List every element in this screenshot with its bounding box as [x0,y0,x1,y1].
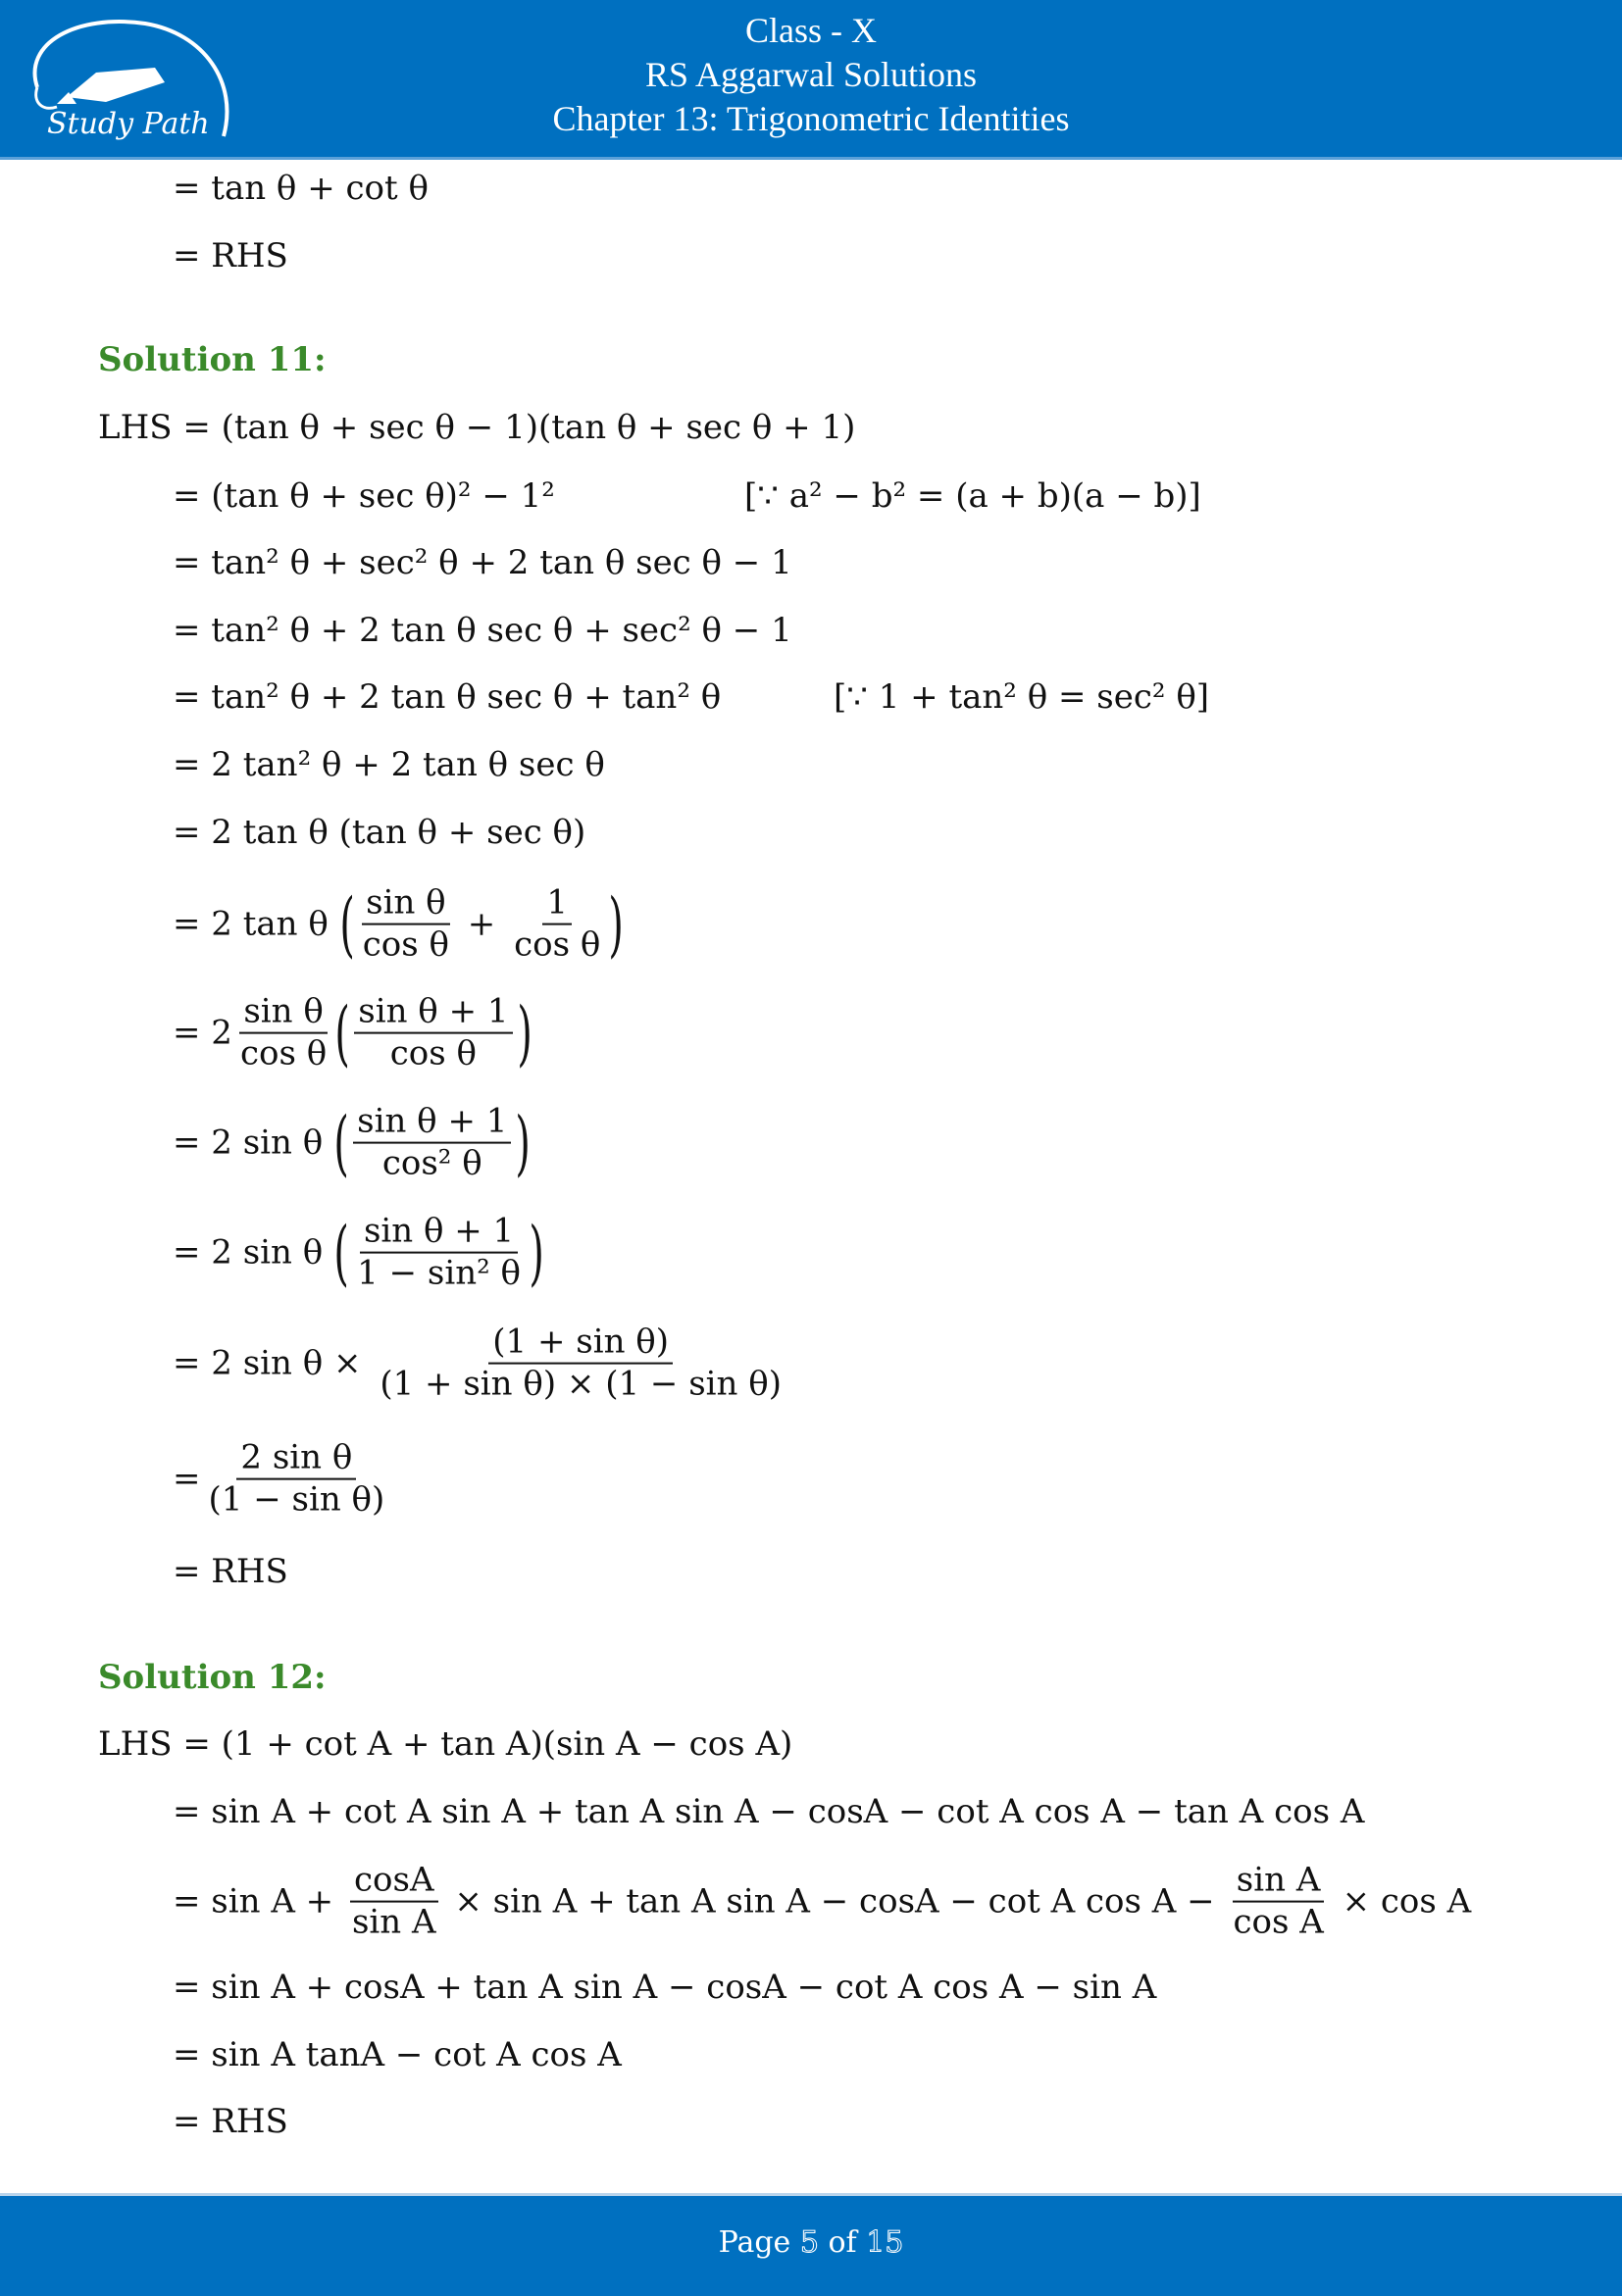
numerator: 1 [542,885,572,925]
math-line [173,745,605,784]
fraction [510,882,604,965]
math-line [173,611,792,650]
solution-11-heading: Solution 11: [98,340,327,379]
lhs-label: LHS [98,408,183,447]
hint-difference-of-squares: [∵ a² − b² = (a + b)(a − b)] [744,476,1201,516]
total-pages: 15 [866,2225,904,2260]
fraction [205,1437,389,1520]
math-line [173,476,555,516]
right-paren: ) [608,883,625,966]
page-label: Page [718,2225,800,2260]
denominator: cos θ [389,1034,478,1073]
study-path-logo [18,14,233,151]
math-line [173,1211,544,1294]
math-text: = 2 [173,1014,232,1053]
current-page: 5 [799,2225,819,2260]
numerator: sin θ + 1 [354,994,512,1034]
math-line [173,882,625,966]
numerator: 2 sin θ [236,1440,356,1480]
fraction [359,882,453,965]
fraction [353,1211,525,1293]
math-line [173,2035,622,2074]
solution-12-heading: Solution 12: [98,1658,327,1697]
math-line [98,1724,792,1764]
page-header [0,0,1622,160]
math-text: = (tan θ + sec θ)² − 1² [173,476,555,516]
logo-text: Study Path [47,107,210,141]
denominator: cos A [1233,1903,1324,1942]
numerator: (1 + sin θ) [488,1324,673,1365]
right-paren: ) [515,1102,532,1184]
denominator: (1 + sin θ) × (1 − sin θ) [380,1365,782,1404]
math-line [173,1437,392,1520]
math-text: = sin A + [173,1882,344,1922]
denominator: cos θ [514,925,601,965]
fraction [236,991,330,1073]
math-text: × sin A + tan A sin A − cosA − cot A cos A − [443,1882,1226,1922]
fraction [1229,1860,1327,1942]
denominator: cos² θ [381,1144,482,1183]
denominator: 1 − sin² θ [357,1254,522,1293]
denominator: cos θ [239,1034,328,1073]
denominator: sin A [351,1903,436,1942]
math-line [173,236,288,275]
numerator: cosA [350,1863,438,1903]
math-line [173,543,792,582]
left-paren: ( [338,883,355,966]
fraction [348,1860,440,1942]
math-text: × cos A [1331,1882,1472,1922]
left-paren: ( [334,992,350,1074]
fraction [353,1101,511,1183]
math-text: = sin A tanA − cot A cos A [173,2035,622,2074]
numerator: sin θ + 1 [360,1214,518,1254]
math-line [173,1968,1156,2007]
math-line [173,1860,1472,1942]
math-line [173,169,429,208]
denominator: cos θ [362,925,449,965]
math-text: = tan² θ + 2 tan θ sec θ + sec² θ − 1 [173,611,792,650]
fraction [376,1324,786,1404]
math-text: = RHS [173,2102,288,2141]
math-text: = tan² θ + sec² θ + 2 tan θ sec θ − 1 [173,543,792,582]
hint-pythagorean-identity: [∵ 1 + tan² θ = sec² θ] [834,677,1210,717]
left-paren: ( [333,1102,349,1184]
book-title: RS Aggarwal Solutions [644,55,978,94]
math-line [173,813,585,852]
math-text: = 2 tan θ [173,905,339,944]
math-text: = 2 sin θ [173,1233,334,1273]
math-text: = 2 sin θ [173,1123,334,1163]
math-line [173,1324,789,1404]
numerator: sin θ [239,994,328,1034]
lhs-label: LHS [98,1724,183,1764]
page-footer [0,2193,1622,2296]
left-paren: ( [333,1212,349,1294]
math-text: = RHS [173,236,288,275]
numerator: sin θ + 1 [353,1104,511,1144]
chapter-title: Chapter 13: Trigonometric Identities [552,99,1070,138]
math-text: = sin A + cosA + tan A sin A − cosA − cot A cos A − sin A [173,1968,1157,2007]
numerator: sin A [1233,1863,1325,1903]
right-paren: ) [516,992,532,1074]
math-text: = 2 tan² θ + 2 tan θ sec θ [173,745,605,784]
math-text: + [457,905,507,944]
math-text: = 2 sin θ × [173,1344,373,1383]
fraction [354,991,512,1073]
numerator: sin θ [362,885,450,925]
math-line [173,1792,1364,1831]
math-text: = (1 + cot A + tan A)(sin A − cos A) [182,1724,793,1764]
math-line [173,991,532,1074]
math-text: = 2 tan θ (tan θ + sec θ) [173,813,586,852]
math-text: = [173,1460,201,1499]
math-line [173,1552,288,1591]
math-text: = tan² θ + 2 tan θ sec θ + tan² θ [173,677,722,717]
denominator: (1 − sin θ) [208,1480,385,1520]
math-text: = sin A + cot A sin A + tan A sin A − cosA − cot A cos A − tan A cos A [173,1792,1365,1831]
page-of: of [818,2225,867,2260]
math-line [173,1101,532,1184]
math-text: = (tan θ + sec θ − 1)(tan θ + sec θ + 1) [182,408,856,447]
math-text: = tan θ + cot θ [173,169,429,208]
math-line [173,2102,288,2141]
math-line [173,677,721,717]
class-title: Class - X [745,11,877,50]
right-paren: ) [529,1212,544,1294]
math-line [98,408,855,447]
math-text: = RHS [173,1552,288,1591]
